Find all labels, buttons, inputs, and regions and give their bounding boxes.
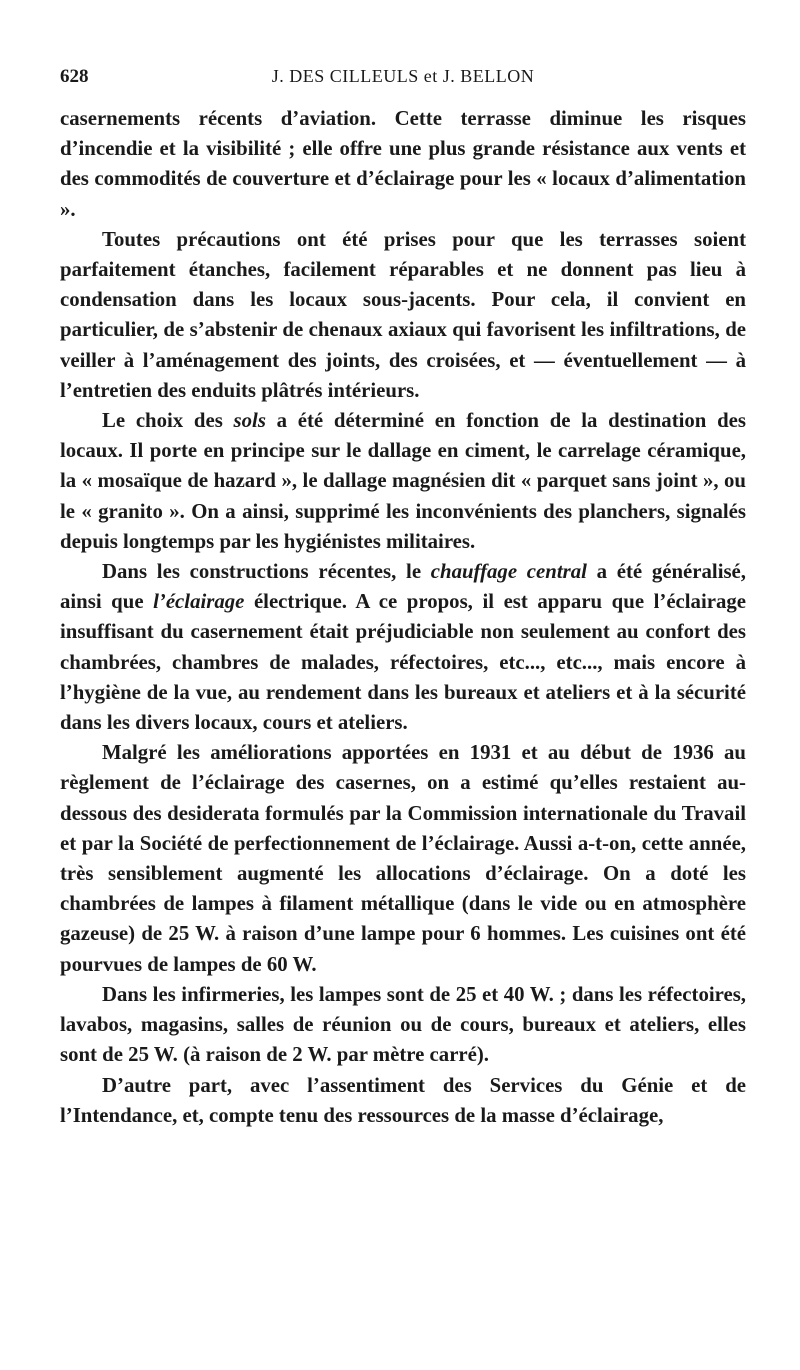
paragraph-3-text-b: a été déterminé en fonction de la destination des locaux. Il porte en principe sur le dallage en ciment, le carrelage céramique, la « mosaïque de hazard », le dallage magnésien dit « parquet sans joint », ou le « granito ». On a ainsi, supprimé les inconvénients des planchers, signalés depuis longtemps par les hygiénistes militaires. <box>60 409 746 553</box>
paragraph-6-text: Dans les infirmeries, les lampes sont de 25 et 40 W. ; dans les réfectoires, lavabos, magasins, salles de réunion ou de cours, bureaux et ateliers, elles sont de 25 W. (à raison de 2 W. par mètre carré). <box>60 982 746 1067</box>
paragraph-1 <box>60 104 746 225</box>
running-title: J. DES CILLEULS et J. BELLON <box>271 66 535 86</box>
paragraph-4-text-b: a été généralisé, ainsi que <box>60 560 746 614</box>
page-number: 628 <box>60 66 89 87</box>
document-page <box>0 66 800 1370</box>
paragraph-5-text: Malgré les améliorations apportées en 1931 et au début de 1936 au règlement de l’éclairage des casernes, on a estimé qu’elles restaient au-dessous des desiderata formulés par la Commission internationale du Travail et par la Société de perfectionnement de l’éclairage. Aussi a-t-on, cette année, très sensiblement augmenté les allocations d’éclairage. On a doté les chambrées de lampes à filament métallique (dans le vide ou en atmosphère gazeuse) de 25 W. à raison d’une lampe pour 6 hommes. Les cuisines ont été pourvues de lampes de 60 W. <box>60 741 746 976</box>
body-text <box>60 104 746 1131</box>
paragraph-2-text: Toutes précautions ont été prises pour que les terrasses soient parfaitement étanches, facilement réparables et ne donnent pas lieu à condensation dans les locaux sous-jacents. Pour cela, il convient en particulier, de s’abstenir de chenaux axiaux qui favorisent les infiltrations, de veiller à l’aménagement des joints, des croisées, et — éventuellement — à l’entretien des enduits plâtrés intérieurs. <box>60 227 746 402</box>
emphasis-sols: sols <box>233 409 266 433</box>
paragraph-4-text-a: Dans les constructions récentes, le <box>102 560 431 584</box>
paragraph-7 <box>60 1071 746 1131</box>
paragraph-5 <box>60 738 746 980</box>
emphasis-chauffage-central: chauffage central <box>430 560 587 584</box>
paragraph-7-text: D’autre part, avec l’assentiment des Services du Génie et de l’Intendance, et, compte tenu des ressources de la masse d’éclairage, <box>60 1073 746 1127</box>
paragraph-4-text-c: électrique. A ce propos, il est apparu que l’éclairage insuffisant du casernement était préjudiciable non seulement au confort des chambrées, chambres de malades, réfectoires, etc..., etc..., mais encore à l’hygiène de la vue, au rendement dans les bureaux et ateliers et à la sécurité dans les divers locaux, cours et ateliers. <box>60 590 746 735</box>
paragraph-6 <box>60 980 746 1071</box>
paragraph-3 <box>60 406 746 557</box>
page-header <box>60 66 746 96</box>
paragraph-3-text-a: Le choix des <box>102 409 234 433</box>
emphasis-eclairage: l’éclairage <box>153 590 245 614</box>
paragraph-4 <box>60 557 746 738</box>
paragraph-1-text: casernements récents d’aviation. Cette terrasse diminue les risques d’incendie et la visibilité ; elle offre une plus grande résistance aux vents et des commodités de couverture et d’éclairage pour les « locaux d’alimentation ». <box>60 107 746 221</box>
paragraph-2 <box>60 225 746 406</box>
